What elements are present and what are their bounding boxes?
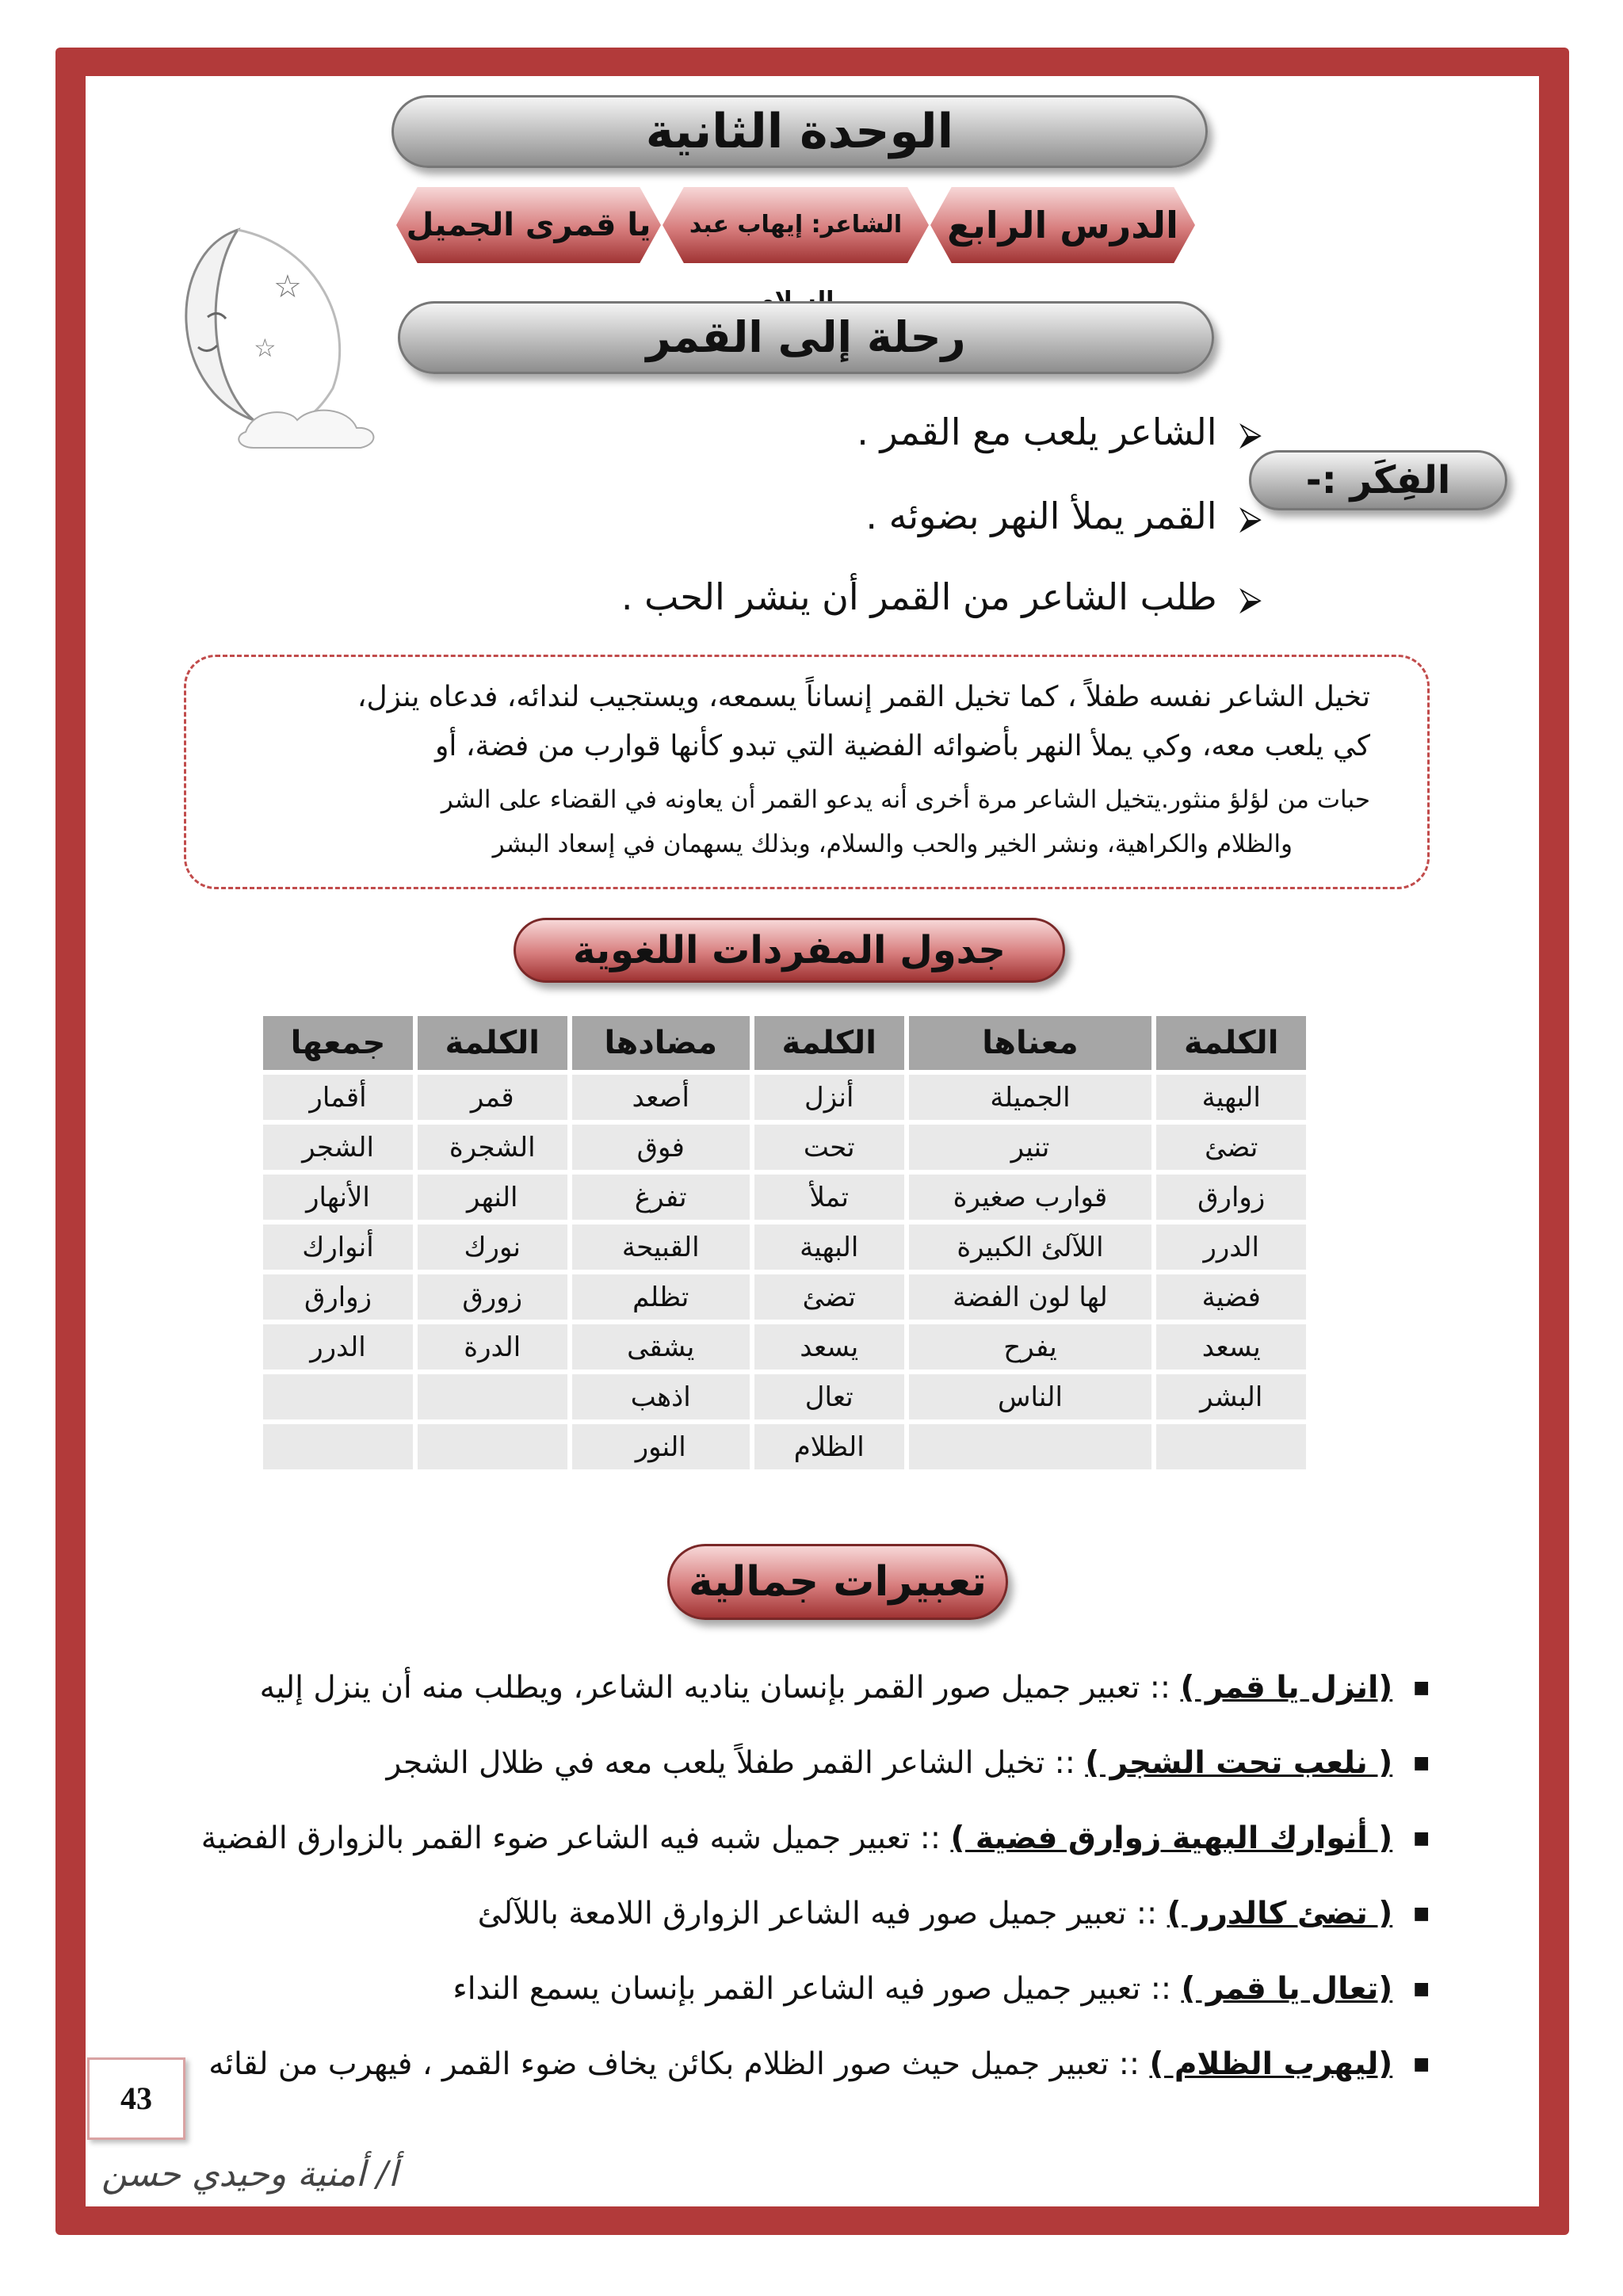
table-cell: زوارق (1156, 1175, 1306, 1220)
expression-separator: :: (1140, 1971, 1182, 2007)
square-bullet-icon: ■ (1413, 1828, 1430, 1848)
idea-item (857, 411, 1262, 453)
table-cell: الدرر (263, 1324, 413, 1370)
table-cell: يسعد (1156, 1324, 1306, 1370)
arrow-bullet-icon: ⮚ (1239, 416, 1262, 453)
summary-box (184, 655, 1430, 889)
square-bullet-icon: ■ (1413, 1904, 1430, 1924)
table-cell: اللآلئ الكبيرة (909, 1224, 1152, 1270)
table-cell: الظلام (754, 1424, 904, 1469)
table-row (263, 1324, 1306, 1370)
column-header: جمعها (263, 1016, 413, 1070)
table-cell: النهر (418, 1175, 567, 1220)
table-cell: فوق (572, 1125, 750, 1170)
column-header: الكلمة (418, 1016, 567, 1070)
lesson-theme-banner (398, 301, 1214, 374)
table-cell (418, 1424, 567, 1469)
table-cell: أنزل (754, 1075, 904, 1120)
poem-title-banner (396, 187, 661, 263)
table-header-row (263, 1016, 1306, 1070)
table-row (263, 1075, 1306, 1120)
table-cell (263, 1424, 413, 1469)
idea-item (621, 575, 1262, 618)
square-bullet-icon: ■ (1413, 1678, 1430, 1698)
expression-text: تخيل الشاعر القمر طفلاً يلعب معه في ظلال الشجر (386, 1745, 1045, 1781)
table-row (263, 1274, 1306, 1320)
unit-title: الوحدة الثانية (645, 104, 954, 159)
table-row (263, 1125, 1306, 1170)
expression-text: تعبير جميل صور فيه الشاعر القمر بإنسان يسمع النداء (453, 1971, 1141, 2007)
table-cell: الجميلة (909, 1075, 1152, 1120)
table-cell: قوارب صغيرة (909, 1175, 1152, 1220)
expression-separator: :: (1126, 1896, 1167, 1931)
expression-term: (تعال يا قمر ) (1181, 1971, 1393, 2007)
idea-item (865, 495, 1262, 537)
vocabulary-table (258, 1011, 1311, 1474)
crescent-moon-icon (119, 206, 420, 460)
table-cell: نورك (418, 1224, 567, 1270)
expressions-list (146, 1650, 1430, 2102)
column-header: معناها (909, 1016, 1152, 1070)
expression-separator: :: (1109, 2046, 1150, 2082)
idea-text: القمر يملأ النهر بضوئه . (865, 495, 1217, 537)
lesson-number-banner (930, 187, 1195, 263)
table-cell: يسعد (754, 1324, 904, 1370)
expression-text: تعبير جميل شبه فيه الشاعر ضوء القمر بالزوارق الفضية (200, 1820, 911, 1856)
idea-text: طلب الشاعر من القمر أن ينشر الحب . (621, 575, 1217, 618)
table-cell: الأنهار (263, 1175, 413, 1220)
list-item (146, 1801, 1430, 1876)
summary-line: كي يلعب معه، وكي يملأ النهر بأضوائه الفضية التي تبدو كأنها قوارب من فضة، أو (435, 730, 1370, 762)
table-row (263, 1374, 1306, 1419)
lesson-number: الدرس الرابع (947, 204, 1178, 246)
table-cell (1156, 1424, 1306, 1469)
expression-term: (انزل يا قمر ) (1180, 1670, 1393, 1706)
table-cell (263, 1374, 413, 1419)
list-item (146, 1725, 1430, 1801)
list-item (146, 2027, 1430, 2102)
table-cell: تظلم (572, 1274, 750, 1320)
svg-text:☆: ☆ (273, 269, 302, 305)
expression-term: ( تضئ كالدرر ) (1167, 1896, 1393, 1931)
table-cell: يفرح (909, 1324, 1152, 1370)
table-cell: أصعد (572, 1075, 750, 1120)
table-cell: لها لون الفضة (909, 1274, 1152, 1320)
expression-term: (ليهرب الظلام ) (1149, 2046, 1393, 2082)
table-cell: أقمار (263, 1075, 413, 1120)
table-cell: الناس (909, 1374, 1152, 1419)
table-cell: تملأ (754, 1175, 904, 1220)
expressions-title-banner (667, 1544, 1008, 1620)
table-cell: الدرة (418, 1324, 567, 1370)
table-cell: الشجرة (418, 1125, 567, 1170)
page-number: 43 (87, 2057, 185, 2140)
arrow-bullet-icon: ⮚ (1239, 581, 1262, 617)
expression-text: تعبير جميل صور القمر بإنسان يناديه الشاعر، ويطلب منه أن ينزل إليه (259, 1670, 1140, 1706)
square-bullet-icon: ■ (1413, 1979, 1430, 1999)
expression-separator: :: (910, 1820, 951, 1856)
table-cell: تضئ (754, 1274, 904, 1320)
table-cell: القبيحة (572, 1224, 750, 1270)
table-cell: البهية (754, 1224, 904, 1270)
list-item (146, 1876, 1430, 1951)
idea-text: الشاعر يلعب مع القمر . (857, 411, 1217, 453)
table-cell (418, 1374, 567, 1419)
table-cell: أنوارك (263, 1224, 413, 1270)
poem-title: يا قمرى الجميل (406, 207, 651, 243)
arrow-bullet-icon: ⮚ (1239, 500, 1262, 537)
table-cell: اذهب (572, 1374, 750, 1419)
table-cell: تحت (754, 1125, 904, 1170)
svg-text:☆: ☆ (254, 333, 277, 363)
square-bullet-icon: ■ (1413, 2054, 1430, 2074)
column-header: الكلمة (1156, 1016, 1306, 1070)
expression-text: تعبير جميل حيث صور الظلام بكائن يخاف ضوء القمر ، فيهرب من لقائه (208, 2046, 1109, 2082)
vocabulary-title: جدول المفردات اللغوية (573, 928, 1006, 972)
expression-term: ( أنوارك البهية زوارق فضية ) (950, 1820, 1393, 1856)
table-row (263, 1424, 1306, 1469)
table-cell: النور (572, 1424, 750, 1469)
ideas-label: الفِكَر :- (1305, 458, 1451, 502)
unit-title-banner (391, 95, 1208, 168)
column-header: الكلمة (754, 1016, 904, 1070)
square-bullet-icon: ■ (1413, 1753, 1430, 1773)
expression-term: ( نلعب تحت الشجر ) (1085, 1745, 1393, 1781)
table-cell: زورق (418, 1274, 567, 1320)
expressions-title: تعبيرات جمالية (688, 1558, 987, 1606)
table-cell (909, 1424, 1152, 1469)
list-item (146, 1650, 1430, 1725)
table-row (263, 1175, 1306, 1220)
author-signature: أ/ أمنية وحيدي حسن (101, 2154, 399, 2195)
poet-banner (663, 187, 929, 263)
table-cell: البشر (1156, 1374, 1306, 1419)
summary-line: حبات من لؤلؤ منثور.يتخيل الشاعر مرة أخرى أنه يدعو القمر أن يعاونه في القضاء على الشر (441, 785, 1370, 814)
table-cell: تنير (909, 1125, 1152, 1170)
lesson-theme: رحلة إلى القمر (646, 312, 966, 362)
expression-text: تعبير جميل صور فيه الشاعر الزوارق اللامعة باللآلئ (477, 1896, 1127, 1931)
summary-line: والظلام والكراهية، ونشر الخير والحب والسلام، وبذلك يسهمان في إسعاد البشر (492, 830, 1293, 858)
summary-line: تخيل الشاعر نفسه طفلاً ، كما تخيل القمر إنساناً يسمعه، ويستجيب لندائه، فدعاه ينزل، (357, 681, 1370, 713)
table-cell: فضية (1156, 1274, 1306, 1320)
expression-separator: :: (1140, 1670, 1181, 1706)
list-item (146, 1951, 1430, 2027)
table-cell: الشجر (263, 1125, 413, 1170)
expression-separator: :: (1044, 1745, 1086, 1781)
table-cell: تضئ (1156, 1125, 1306, 1170)
table-cell: البهية (1156, 1075, 1306, 1120)
poet-name: الشاعر: إيهاب عبد (689, 211, 903, 239)
vocabulary-title-banner (514, 918, 1065, 983)
table-cell: يشقى (572, 1324, 750, 1370)
table-cell: تعال (754, 1374, 904, 1419)
column-header: مضادها (572, 1016, 750, 1070)
table-cell: الدرر (1156, 1224, 1306, 1270)
table-cell: زوارق (263, 1274, 413, 1320)
table-cell: قمر (418, 1075, 567, 1120)
table-row (263, 1224, 1306, 1270)
ideas-label-banner (1249, 450, 1507, 510)
table-cell: تفرغ (572, 1175, 750, 1220)
